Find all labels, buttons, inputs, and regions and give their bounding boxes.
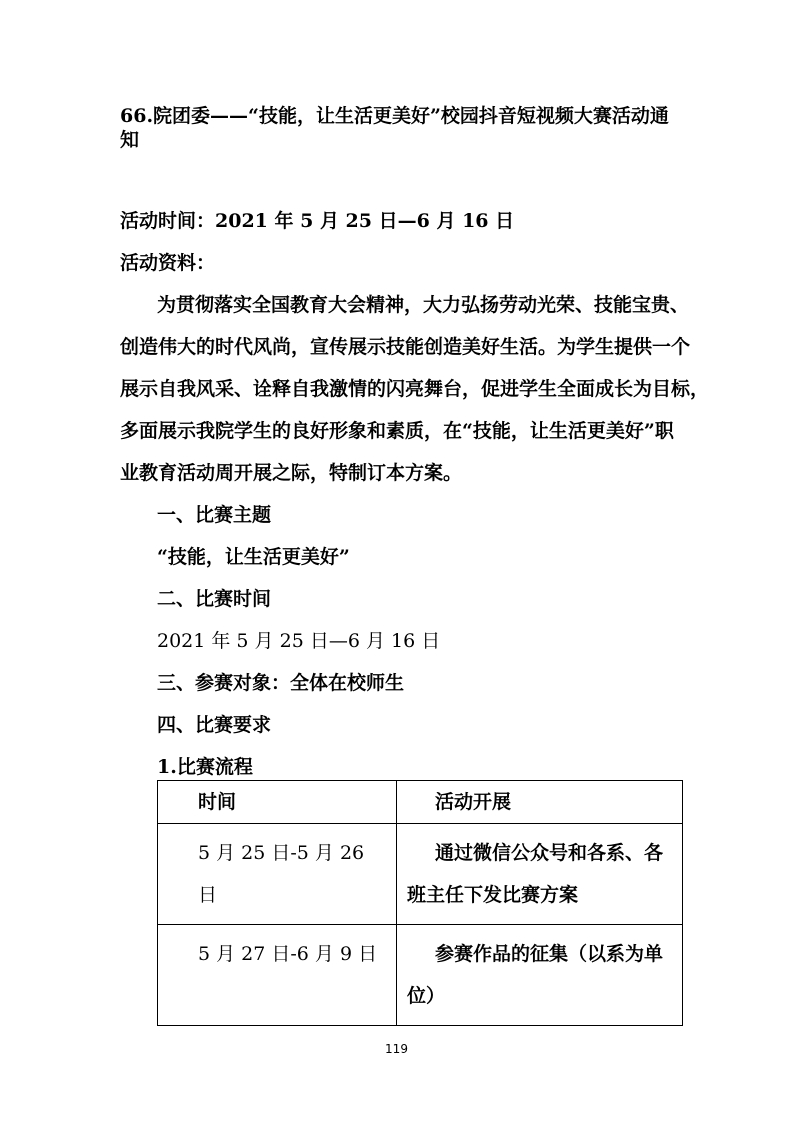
intro-line: 创造伟大的时代风尚，宣传展示技能创造美好生活。为学生提供一个 [120,336,691,358]
document-title: 66.院团委——“技能，让生活更美好”校园抖音短视频大赛活动通知 [120,105,669,151]
activity-material-label: 活动资料： [120,252,216,274]
section-heading: 三、参赛对象：全体在校师生 [157,672,405,694]
table-header-row [158,781,682,823]
section-heading: 四、比赛要求 [157,714,272,736]
section-heading: 一、比赛主题 [157,504,272,526]
table-cell: 参赛作品的征集（以系为单位） [407,943,664,1007]
table-header-cell: 活动开展 [435,791,512,813]
table-row [158,924,682,1025]
table-cell: 5 月 27 日-6 月 9 日 [158,925,397,1025]
intro-line: 多面展示我院学生的良好形象和素质，在“技能，让生活更美好”职 [120,420,674,442]
section-heading: 二、比赛时间 [157,588,272,610]
table-cell: 通过微信公众号和各系、各班主任下发比赛方案 [407,842,664,906]
table-header-cell: 时间 [158,781,397,823]
intro-line: 展示自我风采、诠释自我激情的闪亮舞台，促进学生全面成长为目标， [120,378,710,400]
table-cell: 5 月 25 日-5 月 26 日 [158,824,397,924]
subsection-heading: 1.比赛流程 [157,756,253,778]
activity-time: 活动时间：2021 年 5 月 25 日—6 月 16 日 [120,210,515,232]
section-text: “技能，让生活更美好” [157,546,350,568]
schedule-table [157,780,683,1026]
intro-line: 为贯彻落实全国教育大会精神，大力弘扬劳动光荣、技能宝贵、 [157,294,690,316]
intro-line: 业教育活动周开展之际，特制订本方案。 [120,462,463,484]
section-text: 2021 年 5 月 25 日—6 月 16 日 [157,630,441,652]
table-row [158,823,682,924]
page-number: 119 [385,1042,408,1056]
